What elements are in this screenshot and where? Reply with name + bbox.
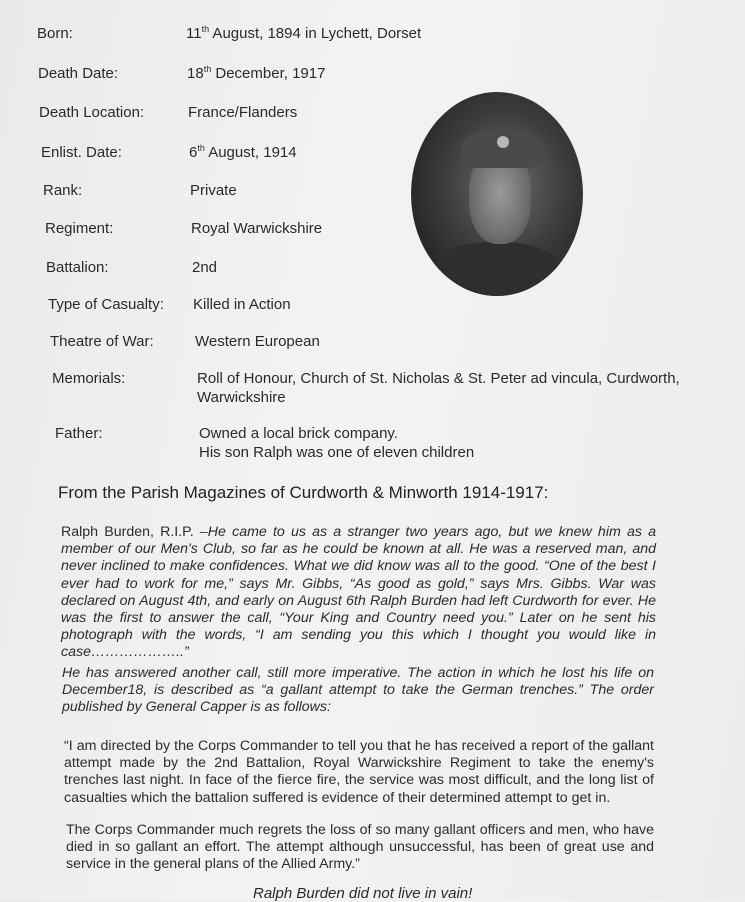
detail-label: Memorials: — [52, 370, 126, 387]
detail-value: Western European — [195, 333, 320, 350]
soldier-portrait-photo — [411, 92, 583, 296]
detail-label: Born: — [37, 25, 73, 42]
cap-badge-icon — [497, 136, 509, 148]
detail-value: 6th August, 1914 — [189, 143, 297, 161]
detail-value: 2nd — [192, 259, 218, 276]
detail-value: 11th August, 1894 in Lychett, Dorset — [186, 24, 422, 42]
paragraph-name: Ralph Burden, R.I.P. — [61, 524, 194, 540]
detail-label: Theatre of War: — [50, 333, 154, 350]
detail-value: Owned a local brick company. — [199, 425, 398, 442]
detail-label: Type of Casualty: — [48, 296, 164, 313]
detail-label: Death Location: — [39, 104, 145, 121]
detail-label: Battalion: — [46, 259, 109, 276]
detail-label: Father: — [55, 425, 103, 442]
detail-label: Rank: — [43, 182, 83, 199]
detail-label: Regiment: — [45, 220, 114, 237]
paragraph-4: The Corps Commander much regrets the loss of so many gallant officers and men, who have died in so gallant an effort. The attempt although unsuccessful, has been of great use and service in the general plans of the Allied Army.” — [66, 822, 654, 873]
detail-value: France/Flanders — [188, 104, 298, 121]
section-heading: From the Parish Magazines of Curdworth & Minworth 1914-1917: — [58, 483, 549, 502]
detail-value: 18th December, 1917 — [187, 64, 326, 82]
detail-value: Roll of Honour, Church of St. Nicholas & St. Peter ad vincula, Curdworth, — [197, 370, 680, 387]
paragraph-2: He has answered another call, still more imperative. The action in which he lost his life on December18, is described as “a gallant attempt to take the German trenches.” The order published by General Capper is as follows: — [62, 665, 654, 716]
detail-value: Royal Warwickshire — [191, 220, 323, 237]
portrait-collar — [431, 242, 563, 296]
paragraph-1: Ralph Burden, R.I.P. –He came to us as a stranger two years ago, but we knew him as a member of our Men's Club, so far as he could be known at all. He was a reserved man, and never inclined to make confidences. What we did know was all to the good. “One of the best I ever had to work for me,” says Mr. Gibbs, “As good as gold,” says Mrs. Gibbs. War was declared on August 4th, and early on August 6th Ralph Burden had left Curdworth for ever. He was the first to answer the call, “Your King and Country need you.” Later on he sent his photograph with the words, “I am sending you this which I thought you would like in case………………..” — [61, 524, 656, 661]
detail-value: His son Ralph was one of eleven children — [199, 444, 475, 461]
paragraph-3: “I am directed by the Corps Commander to tell you that he has received a report of the gallant attempt made by the 2nd Battalion, Royal Warwickshire Regiment to take the enemy's trenches last night. In face of the fierce fire, the service was most difficult, and the long list of casualties which the battalion suffered is evidence of their determined attempt to get in. — [64, 738, 654, 806]
detail-label: Enlist. Date: — [41, 144, 122, 161]
detail-label: Death Date: — [38, 65, 119, 82]
closing-line: Ralph Burden did not live in vain! — [253, 885, 473, 902]
detail-value: Private — [190, 182, 237, 199]
detail-value: Killed in Action — [193, 296, 291, 313]
detail-value: Warwickshire — [197, 389, 286, 406]
